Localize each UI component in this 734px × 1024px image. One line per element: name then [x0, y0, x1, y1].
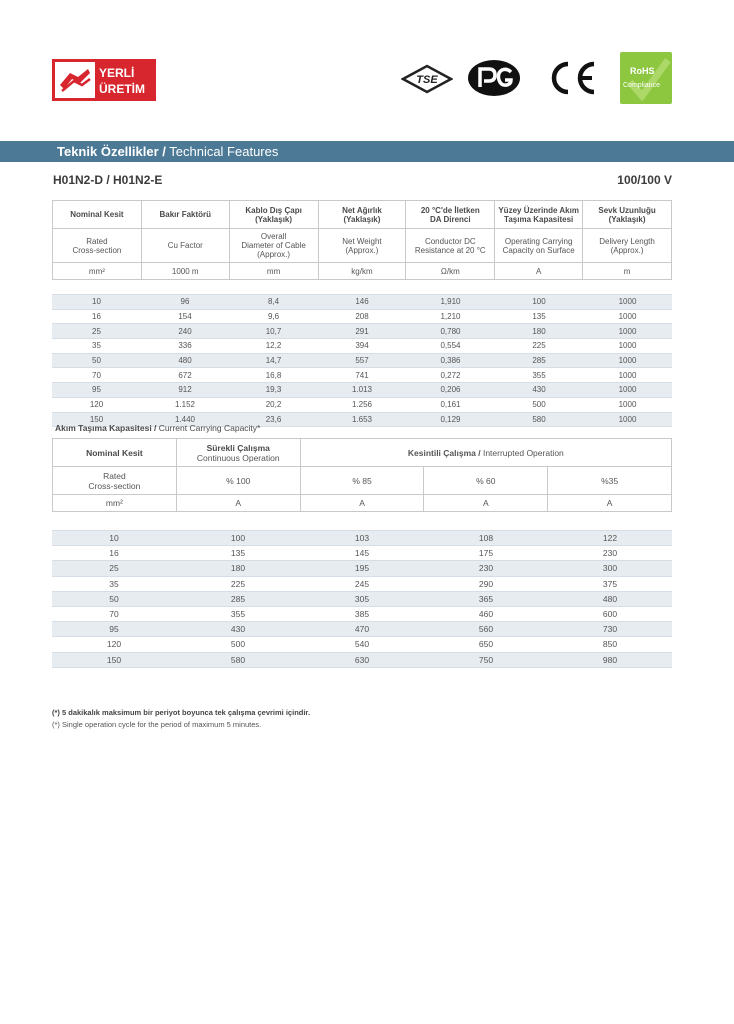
header-tr-cell: Kablo Dış Çapı (Yaklaşık) [229, 201, 318, 229]
table-cell: 385 [300, 606, 424, 621]
capacity-header [52, 438, 672, 512]
capacity-table [52, 530, 672, 668]
table-cell: 0,386 [406, 353, 495, 368]
table-cell: 20,2 [229, 397, 318, 412]
table-cell: 290 [424, 576, 548, 591]
rohs-text: RoHS [630, 66, 655, 76]
capacity-h-interrupted-tr: Kesintili Çalışma / [407, 447, 481, 458]
header-en-cell: Operating Carrying Capacity on Surface [495, 229, 583, 263]
table-cell: 108 [424, 531, 548, 546]
table-cell: 0,554 [406, 339, 495, 354]
table-cell: 100 [495, 295, 583, 310]
header-en-cell: Cu Factor [141, 229, 229, 263]
table-cell: 850 [548, 637, 672, 652]
table-cell: 1.013 [318, 383, 406, 398]
table-cell: 630 [300, 652, 424, 667]
capacity-unit-a: A [176, 495, 300, 512]
table-row [52, 576, 672, 591]
capacity-unit-a: A [548, 495, 672, 512]
technical-features-table [52, 294, 672, 427]
table-cell: 135 [495, 309, 583, 324]
table-cell: 1.256 [318, 397, 406, 412]
table-row [52, 397, 672, 412]
table-row [52, 353, 672, 368]
header-tr-cell: Net Ağırlık (Yaklaşık) [318, 201, 406, 229]
header-en-cell: Net Weight (Approx.) [318, 229, 406, 263]
table-cell: 365 [424, 591, 548, 606]
capacity-title [55, 423, 260, 433]
table-row [52, 591, 672, 606]
table-cell: 580 [176, 652, 300, 667]
table-cell: 741 [318, 368, 406, 383]
table-cell: 14,7 [229, 353, 318, 368]
table-cell: 175 [424, 546, 548, 561]
table-cell: 500 [176, 637, 300, 652]
table-cell: 180 [495, 324, 583, 339]
tse-logo [401, 64, 453, 94]
table-cell: 100 [176, 531, 300, 546]
table-cell: 540 [300, 637, 424, 652]
header-tr-cell: Bakır Faktörü [141, 201, 229, 229]
table-cell: 1000 [583, 295, 672, 310]
table-cell: 1.653 [318, 412, 406, 427]
section-title-bar [0, 141, 734, 162]
table-cell: 35 [52, 339, 141, 354]
table-cell: 336 [141, 339, 229, 354]
table-cell: 1.440 [141, 412, 229, 427]
table-cell: 122 [548, 531, 672, 546]
product-name: H01N2-D / H01N2-E [53, 173, 163, 187]
table-cell: 50 [52, 353, 141, 368]
table-row [52, 339, 672, 354]
capacity-h-interrupted-en: Interrupted Operation [480, 447, 564, 458]
table-cell: 225 [176, 576, 300, 591]
capacity-title-en: Current Carrying Capacity* [156, 423, 261, 433]
table-cell: 0,272 [406, 368, 495, 383]
table-cell: 12,2 [229, 339, 318, 354]
table-cell: 1,910 [406, 295, 495, 310]
table-cell: 291 [318, 324, 406, 339]
table-cell: 355 [495, 368, 583, 383]
table-cell: 394 [318, 339, 406, 354]
table-cell: 145 [300, 546, 424, 561]
table-cell: 120 [52, 637, 176, 652]
capacity-unit-a: A [300, 495, 424, 512]
table-cell: 146 [318, 295, 406, 310]
table-cell: 375 [548, 576, 672, 591]
table-cell: 1000 [583, 412, 672, 427]
section-title-tr: Teknik Özellikler / [57, 144, 166, 159]
table-cell: 225 [495, 339, 583, 354]
table-cell: 1,210 [406, 309, 495, 324]
header-en-cell: Delivery Length (Approx.) [583, 229, 672, 263]
rohs-compliance-logo [620, 52, 672, 104]
table-row [52, 606, 672, 621]
capacity-h-rated: Rated Cross-section [53, 467, 177, 495]
table-cell: 672 [141, 368, 229, 383]
table-cell: 285 [176, 591, 300, 606]
table-row [52, 368, 672, 383]
table-cell: 95 [52, 622, 176, 637]
header-tr-cell: Yüzey Üzerinde Akım Taşıma Kapasitesi [495, 201, 583, 229]
table-cell: 180 [176, 561, 300, 576]
header-en-cell: Overall Diameter of Cable (Approx.) [229, 229, 318, 263]
uretim-text: ÜRETİM [99, 82, 145, 96]
ce-mark-logo [544, 60, 598, 96]
table-cell: 96 [141, 295, 229, 310]
table-cell: 1000 [583, 353, 672, 368]
table-cell: 1000 [583, 339, 672, 354]
table-cell: 9,6 [229, 309, 318, 324]
table-cell: 154 [141, 309, 229, 324]
table-cell: 480 [141, 353, 229, 368]
table-cell: 16,8 [229, 368, 318, 383]
header-tr-cell: Nominal Kesit [53, 201, 142, 229]
pct-certification-logo [467, 59, 521, 97]
table-cell: 103 [300, 531, 424, 546]
table-cell: 230 [424, 561, 548, 576]
table-cell: 35 [52, 576, 176, 591]
table-cell: 23,6 [229, 412, 318, 427]
unit-cell: Ω/km [406, 263, 495, 280]
table-cell: 0,206 [406, 383, 495, 398]
table-cell: 980 [548, 652, 672, 667]
table-row [52, 531, 672, 546]
table-cell: 300 [548, 561, 672, 576]
yerli-text: YERLİ [99, 66, 135, 80]
table-cell: 650 [424, 637, 548, 652]
table-cell: 135 [176, 546, 300, 561]
table-cell: 208 [318, 309, 406, 324]
table-cell: 480 [548, 591, 672, 606]
header-tr-cell: 20 °C'de İletken DA Direnci [406, 201, 495, 229]
table-cell: 557 [318, 353, 406, 368]
voltage-rating: 100/100 V [617, 173, 672, 187]
table-cell: 50 [52, 591, 176, 606]
header-en-cell: Conductor DC Resistance at 20 °C [406, 229, 495, 263]
table-cell: 240 [141, 324, 229, 339]
table-cell: 25 [52, 561, 176, 576]
table-row [52, 324, 672, 339]
table-row [52, 622, 672, 637]
table-cell: 16 [52, 309, 141, 324]
capacity-percent-cell: % 60 [424, 467, 548, 495]
table-cell: 10 [52, 295, 141, 310]
technical-features-header [52, 200, 672, 280]
table-cell: 580 [495, 412, 583, 427]
footnote-en: (*) Single operation cycle for the period of maximum 5 minutes. [52, 720, 262, 729]
table-cell: 912 [141, 383, 229, 398]
table-cell: 750 [424, 652, 548, 667]
table-cell: 10 [52, 531, 176, 546]
table-cell: 25 [52, 324, 141, 339]
table-cell: 120 [52, 397, 141, 412]
table-cell: 1000 [583, 309, 672, 324]
table-cell: 150 [52, 412, 141, 427]
table-cell: 10,7 [229, 324, 318, 339]
capacity-percent-cell: %35 [548, 467, 672, 495]
table-cell: 0,780 [406, 324, 495, 339]
header-tr-cell: Sevk Uzunluğu (Yaklaşık) [583, 201, 672, 229]
table-cell: 150 [52, 652, 176, 667]
table-cell: 305 [300, 591, 424, 606]
table-cell: 470 [300, 622, 424, 637]
table-row [52, 637, 672, 652]
table-cell: 600 [548, 606, 672, 621]
capacity-h-continuous [176, 439, 300, 467]
table-cell: 0,129 [406, 412, 495, 427]
table-cell: 16 [52, 546, 176, 561]
table-cell: 19,3 [229, 383, 318, 398]
capacity-h-nominal: Nominal Kesit [53, 439, 177, 467]
table-cell: 1000 [583, 397, 672, 412]
capacity-unit-mm: mm² [53, 495, 177, 512]
table-row [52, 652, 672, 667]
table-cell: 8,4 [229, 295, 318, 310]
table-cell: 430 [176, 622, 300, 637]
table-cell: 70 [52, 606, 176, 621]
table-row [52, 295, 672, 310]
table-row [52, 561, 672, 576]
unit-cell: mm [229, 263, 318, 280]
table-cell: 460 [424, 606, 548, 621]
table-row [52, 309, 672, 324]
table-cell: 355 [176, 606, 300, 621]
table-cell: 1.152 [141, 397, 229, 412]
unit-cell: mm² [53, 263, 142, 280]
table-row [52, 383, 672, 398]
yerli-uretim-logo [52, 59, 156, 101]
capacity-title-tr: Akım Taşıma Kapasitesi / [55, 423, 157, 433]
table-cell: 195 [300, 561, 424, 576]
table-cell: 245 [300, 576, 424, 591]
table-cell: 285 [495, 353, 583, 368]
compliance-text: Compliance [623, 82, 660, 89]
table-cell: 230 [548, 546, 672, 561]
table-cell: 1000 [583, 324, 672, 339]
capacity-h-continuous-en: Continuous Operation [196, 452, 280, 463]
table-cell: 1000 [583, 383, 672, 398]
unit-cell: 1000 m [141, 263, 229, 280]
table-cell: 430 [495, 383, 583, 398]
table-cell: 500 [495, 397, 583, 412]
table-cell: 95 [52, 383, 141, 398]
table-cell: 730 [548, 622, 672, 637]
table-row [52, 546, 672, 561]
section-title-en: Technical Features [165, 144, 279, 159]
unit-cell: m [583, 263, 672, 280]
capacity-h-interrupted [300, 439, 671, 467]
footnote-tr: (*) 5 dakikalık maksimum bir periyot boyunca tek çalışma çevrimi içindir. [52, 708, 311, 717]
capacity-percent-cell: % 100 [176, 467, 300, 495]
tse-text: TSE [416, 74, 438, 86]
table-cell: 1000 [583, 368, 672, 383]
unit-cell: A [495, 263, 583, 280]
table-cell: 560 [424, 622, 548, 637]
capacity-h-continuous-tr: Sürekli Çalışma [206, 442, 270, 453]
capacity-unit-a: A [424, 495, 548, 512]
table-cell: 0,161 [406, 397, 495, 412]
header-en-cell: Rated Cross-section [53, 229, 142, 263]
table-cell: 70 [52, 368, 141, 383]
capacity-percent-cell: % 85 [300, 467, 424, 495]
unit-cell: kg/km [318, 263, 406, 280]
